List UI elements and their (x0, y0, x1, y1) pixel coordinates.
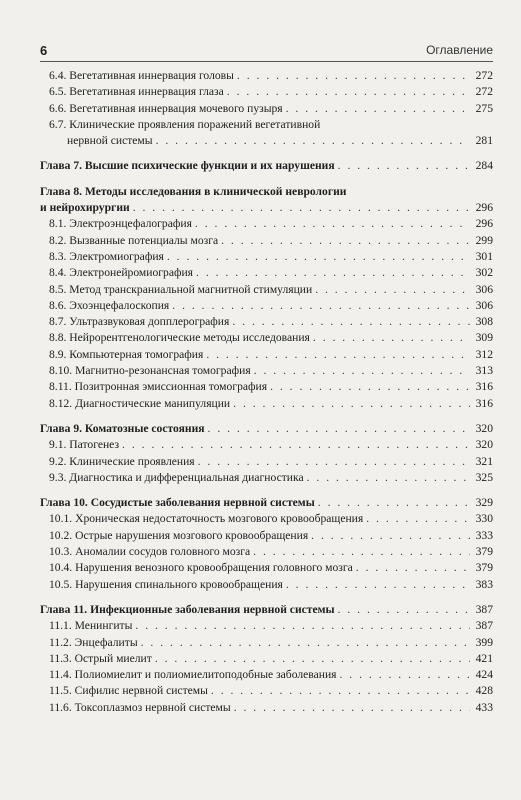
dot-leader (366, 511, 470, 527)
dot-leader (208, 421, 470, 437)
toc-section-entry (40, 282, 493, 298)
toc-section-entry (40, 683, 493, 699)
toc-chapter-entry (40, 421, 493, 437)
toc-page-number: 301 (475, 249, 493, 263)
toc-page-number: 309 (475, 331, 493, 345)
toc-page-number: 379 (475, 561, 493, 575)
toc-entry-title: 10.5. Нарушения спинального кровообращения (49, 577, 283, 591)
toc-entry-title: 11.6. Токсоплазмоз нервной системы (49, 700, 231, 714)
dot-leader (270, 379, 470, 395)
dot-leader (234, 700, 470, 716)
toc-entry-title: 8.2. Вызванные потенциалы мозга (49, 233, 219, 247)
toc-page-number: 313 (475, 364, 493, 378)
dot-leader (156, 133, 470, 149)
toc-entry-title: 11.5. Сифилис нервной системы (49, 684, 208, 698)
toc-entry-title: 8.3. Электромиография (49, 249, 164, 263)
toc-section-entry (40, 265, 493, 281)
toc-entry-title: 9.3. Диагностика и дифференциальная диагностика (49, 470, 304, 484)
toc-section-entry (40, 667, 493, 683)
dot-leader (232, 314, 470, 330)
dot-leader (356, 560, 470, 576)
toc-section-entry (40, 68, 493, 84)
toc-page-number: 433 (475, 700, 493, 714)
toc-section-entry (40, 363, 493, 379)
toc-page-number: 320 (475, 421, 493, 435)
toc-entry-title: 8.4. Электронейромиография (49, 266, 194, 280)
toc-page-number: 329 (475, 496, 493, 510)
toc-section-entry (40, 84, 493, 100)
dot-leader (198, 454, 470, 470)
toc-page-number: 316 (475, 396, 493, 410)
dot-leader (211, 683, 470, 699)
toc-page-number: 272 (475, 69, 493, 82)
toc-page-number: 272 (475, 85, 493, 99)
toc-section-entry (40, 314, 493, 330)
toc-section-entry (40, 700, 493, 716)
toc-page-number: 321 (475, 454, 493, 468)
table-of-contents (40, 68, 493, 716)
dot-leader (318, 495, 470, 511)
dot-leader (196, 265, 470, 281)
toc-section-entry (40, 454, 493, 470)
dot-leader (195, 216, 470, 232)
toc-page-number: 296 (475, 201, 493, 215)
toc-section-entry (40, 618, 493, 634)
toc-section-entry (40, 216, 493, 232)
toc-page-number: 306 (475, 282, 493, 296)
dot-leader (338, 158, 470, 174)
toc-page-number: 387 (475, 602, 493, 616)
toc-entry-title: 8.7. Ультразвуковая допплерография (49, 315, 230, 329)
toc-page-number: 275 (475, 101, 493, 115)
toc-section-entry (40, 560, 493, 576)
toc-page-number: 379 (475, 545, 493, 559)
toc-section-entry (40, 101, 493, 117)
toc-chapter-entry (40, 184, 493, 217)
toc-section-entry (40, 544, 493, 560)
toc-entry-title: 8.11. Позитронная эмиссионная томография (49, 380, 268, 394)
toc-section-entry (40, 379, 493, 395)
toc-entry-title: 10.3. Аномалии сосудов головного мозга (49, 545, 251, 559)
toc-entry-title: Глава 7. Высшие психические функции и их нарушения (40, 159, 335, 173)
toc-entry-title: 6.7. Клинические проявления поражений вегетативной (49, 117, 321, 131)
toc-entry-title: 8.10. Магнитно-резонансная томография (49, 364, 251, 378)
dot-leader (133, 200, 470, 216)
toc-entry-title: Глава 8. Методы исследования в клинической неврологии (40, 184, 347, 198)
toc-entry-title: 6.5. Вегетативная иннервация глаза (49, 85, 224, 99)
toc-section-entry (40, 511, 493, 527)
toc-page-number: 320 (475, 438, 493, 452)
toc-page-number: 281 (475, 134, 493, 148)
toc-entry-title: 8.8. Нейрорентгенологические методы исследования (49, 331, 310, 345)
toc-chapter-entry (40, 495, 493, 511)
toc-section-entry (40, 470, 493, 486)
toc-page-number: 421 (475, 651, 493, 665)
toc-entry-title: 8.9. Компьютерная томография (49, 347, 204, 361)
running-header (40, 43, 493, 61)
toc-page-number: 306 (475, 298, 493, 312)
toc-entry-title: Глава 9. Коматозные состояния (40, 421, 205, 435)
dot-leader (206, 347, 470, 363)
toc-page-number: 330 (475, 512, 493, 526)
toc-page-number: 383 (475, 577, 493, 591)
header-rule (40, 61, 493, 62)
toc-section-entry (40, 249, 493, 265)
running-title: Оглавление (426, 43, 493, 57)
dot-leader (237, 68, 470, 84)
dot-leader (313, 330, 470, 346)
toc-section-entry (40, 437, 493, 453)
toc-section-entry (40, 117, 493, 150)
toc-page-number: 325 (475, 470, 493, 484)
toc-entry-title: 8.6. Эхоэнцефалоскопия (49, 298, 170, 312)
toc-entry-title: и нейрохирургии (40, 201, 130, 215)
toc-section-entry (40, 577, 493, 593)
toc-chapter-entry (40, 602, 493, 618)
toc-page-number: 308 (475, 315, 493, 329)
toc-section-entry (40, 528, 493, 544)
toc-page-number: 424 (475, 668, 493, 682)
toc-entry-title: 6.4. Вегетативная иннервация головы (49, 69, 234, 82)
dot-leader (221, 233, 470, 249)
dot-leader (340, 667, 471, 683)
toc-entry-title: 8.1. Электроэнцефалография (49, 217, 192, 231)
toc-section-entry (40, 635, 493, 651)
dot-leader (286, 577, 470, 593)
dot-leader (227, 84, 470, 100)
toc-section-entry (40, 347, 493, 363)
dot-leader (155, 651, 470, 667)
dot-leader (141, 635, 470, 651)
toc-page-number: 316 (475, 380, 493, 394)
toc-page-number: 399 (475, 635, 493, 649)
dot-leader (307, 470, 470, 486)
dot-leader (254, 363, 470, 379)
toc-section-entry (40, 330, 493, 346)
toc-section-entry (40, 396, 493, 412)
toc-entry-title: 8.5. Метод транскраниальной магнитной стимуляции (49, 282, 313, 296)
toc-page-number: 333 (475, 528, 493, 542)
toc-entry-title: 11.1. Менингиты (49, 619, 133, 633)
toc-page-number: 284 (475, 159, 493, 173)
dot-leader (253, 544, 470, 560)
toc-entry-title: 8.12. Диагностические манипуляции (49, 396, 231, 410)
toc-entry-title: нервной системы (67, 134, 153, 148)
toc-page-number: 312 (475, 347, 493, 361)
dot-leader (172, 298, 470, 314)
dot-leader (338, 602, 470, 618)
toc-entry-title: 9.1. Патогенез (49, 438, 120, 452)
toc-entry-title: Глава 11. Инфекционные заболевания нервной системы (40, 602, 335, 616)
page-number: 6 (40, 43, 48, 58)
toc-entry-title: 10.2. Острые нарушения мозгового кровообращения (49, 528, 309, 542)
toc-chapter-entry (40, 158, 493, 174)
dot-leader (315, 282, 470, 298)
toc-page-number: 302 (475, 266, 493, 280)
dot-leader (286, 101, 470, 117)
toc-page-number: 299 (475, 233, 493, 247)
dot-leader (135, 618, 470, 634)
toc-page-number: 296 (475, 217, 493, 231)
toc-page-number: 387 (475, 619, 493, 633)
dot-leader (122, 437, 470, 453)
toc-section-entry (40, 233, 493, 249)
toc-entry-title: 10.4. Нарушения венозного кровообращения головного мозга (49, 561, 353, 575)
toc-entry-title: 9.2. Клинические проявления (49, 454, 195, 468)
toc-section-entry (40, 298, 493, 314)
dot-leader (233, 396, 470, 412)
dot-leader (311, 528, 470, 544)
toc-entry-title: Глава 10. Сосудистые заболевания нервной системы (40, 496, 315, 510)
toc-entry-title: 11.3. Острый миелит (49, 651, 152, 665)
dot-leader (167, 249, 470, 265)
toc-entry-title: 6.6. Вегетативная иннервация мочевого пузыря (49, 101, 283, 115)
toc-page-number: 428 (475, 684, 493, 698)
toc-entry-title: 11.2. Энцефалиты (49, 635, 138, 649)
toc-entry-title: 10.1. Хроническая недостаточность мозгового кровообращения (49, 512, 364, 526)
toc-entry-title: 11.4. Полиомиелит и полиомиелитоподобные заболевания (49, 668, 337, 682)
toc-section-entry (40, 651, 493, 667)
